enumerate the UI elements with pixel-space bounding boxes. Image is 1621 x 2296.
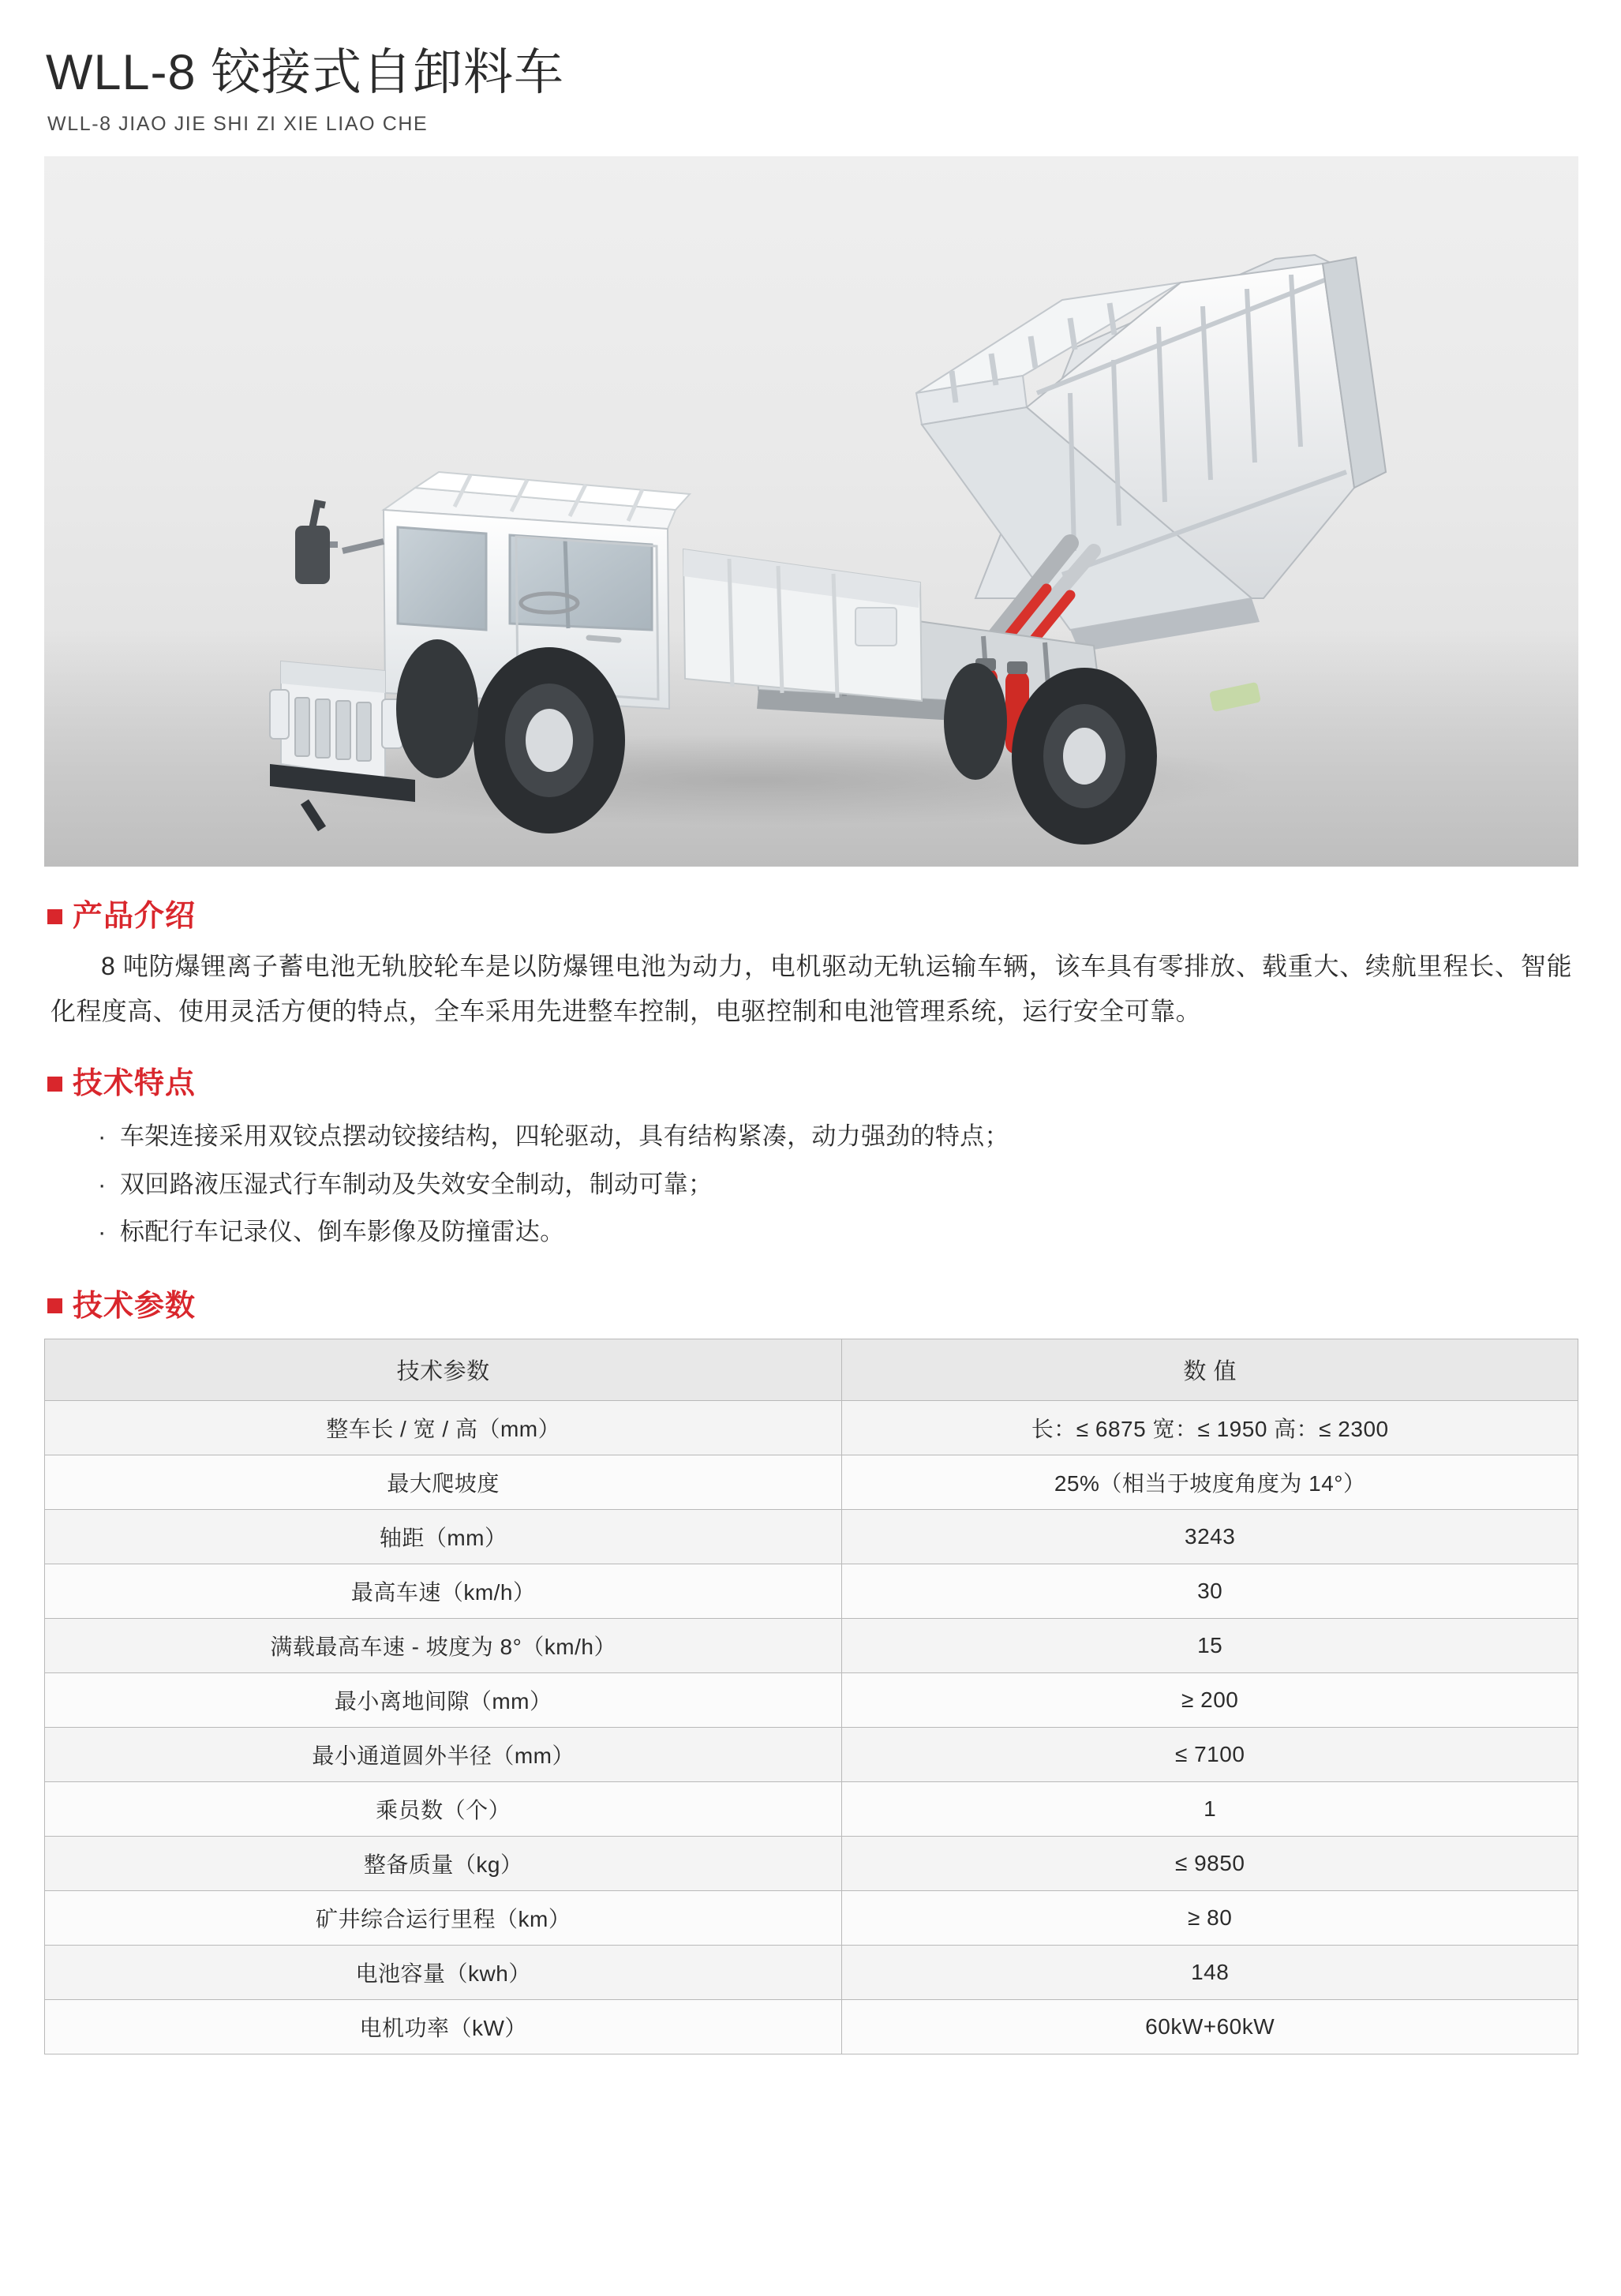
table-row [45, 1564, 1578, 1618]
spec-name: 电池容量（kwh） [45, 1945, 842, 1999]
table-row [45, 1945, 1578, 1999]
table-row [45, 1672, 1578, 1727]
spec-name: 整备质量（kg） [45, 1836, 842, 1890]
spec-name: 最小离地间隙（mm） [45, 1672, 842, 1727]
table-header-row [45, 1339, 1578, 1400]
table-row [45, 1727, 1578, 1781]
spec-value: 1 [842, 1781, 1578, 1836]
table-row [45, 1618, 1578, 1672]
spec-name: 轴距（mm） [45, 1509, 842, 1564]
feature-text: 车架连接采用双铰点摆动铰接结构，四轮驱动，具有结构紧凑，动力强劲的特点； [120, 1122, 1009, 1151]
table-row [45, 1890, 1578, 1945]
table-row [45, 1781, 1578, 1836]
spec-value: ≤ 7100 [842, 1727, 1578, 1781]
spec-name: 乘员数（个） [45, 1781, 842, 1836]
page-subtitle: WLL-8 JIAO JIE SHI ZI XIE LIAO CHE [47, 113, 429, 136]
spec-value: 长：≤ 6875 宽：≤ 1950 高：≤ 2300 [842, 1400, 1578, 1455]
table-row [45, 1999, 1578, 2054]
bullet-square-icon [47, 909, 62, 924]
list-bullet-icon: · [98, 1170, 107, 1198]
spec-name: 满载最高车速 - 坡度为 8°（km/h） [45, 1618, 842, 1672]
bullet-square-icon [47, 1077, 62, 1092]
battery-module [683, 549, 922, 701]
list-item [96, 1208, 1577, 1256]
table-row [45, 1836, 1578, 1890]
spec-value: 15 [842, 1618, 1578, 1672]
bullet-square-icon [47, 1298, 62, 1313]
spec-value: ≥ 80 [842, 1890, 1578, 1945]
table-row [45, 1455, 1578, 1509]
spec-value: ≥ 200 [842, 1672, 1578, 1727]
spec-name: 最小通道圆外半径（mm） [45, 1727, 842, 1781]
section-title-features: 技术特点 [73, 1067, 197, 1101]
spec-value: ≤ 9850 [842, 1836, 1578, 1890]
section-title-intro: 产品介绍 [73, 900, 197, 934]
feature-list [96, 1113, 1577, 1256]
table-row [45, 1400, 1578, 1455]
list-bullet-icon: · [98, 1122, 107, 1151]
articulated-dump-truck-illustration [44, 156, 1578, 867]
list-item [96, 1161, 1577, 1208]
section-header-features [47, 1069, 1577, 1099]
spec-name: 最高车速（km/h） [45, 1564, 842, 1618]
spec-name: 矿井综合运行里程（km） [45, 1890, 842, 1945]
spec-name: 整车长 / 宽 / 高（mm） [45, 1400, 842, 1455]
list-bullet-icon: · [98, 1218, 107, 1246]
section-header-specs [47, 1291, 1577, 1321]
section-header-intro [47, 900, 1577, 934]
list-item [96, 1113, 1577, 1160]
feature-text: 双回路液压湿式行车制动及失效安全制动，制动可靠； [120, 1170, 713, 1198]
product-photo [44, 156, 1578, 867]
dump-body [916, 255, 1386, 652]
spec-value: 148 [842, 1945, 1578, 1999]
section-title-specs: 技术参数 [73, 1289, 197, 1323]
table-row [45, 1509, 1578, 1564]
column-header-value: 数 值 [842, 1339, 1578, 1400]
feature-text: 标配行车记录仪、倒车影像及防撞雷达。 [120, 1218, 565, 1246]
spec-value: 30 [842, 1564, 1578, 1618]
spec-table [44, 1339, 1578, 2054]
spec-value: 3243 [842, 1509, 1578, 1564]
spec-value: 60kW+60kW [842, 1999, 1578, 2054]
spec-name: 最大爬坡度 [45, 1455, 842, 1509]
column-header-parameter: 技术参数 [45, 1339, 842, 1400]
spec-value: 25%（相当于坡度角度为 14°） [842, 1455, 1578, 1509]
page-title: WLL-8 铰接式自卸料车 [46, 45, 565, 100]
intro-paragraph: 8 吨防爆锂离子蓄电池无轨胶轮车是以防爆锂电池为动力，电机驱动无轨运输车辆，该车具有零排放、载重大、续航里程长、智能化程度高、使用灵活方便的特点，全车采用先进整车控制，电驱控制和电池管理系统，运行安全可靠。 [51, 952, 1572, 1026]
spec-name: 电机功率（kW） [45, 1999, 842, 2054]
